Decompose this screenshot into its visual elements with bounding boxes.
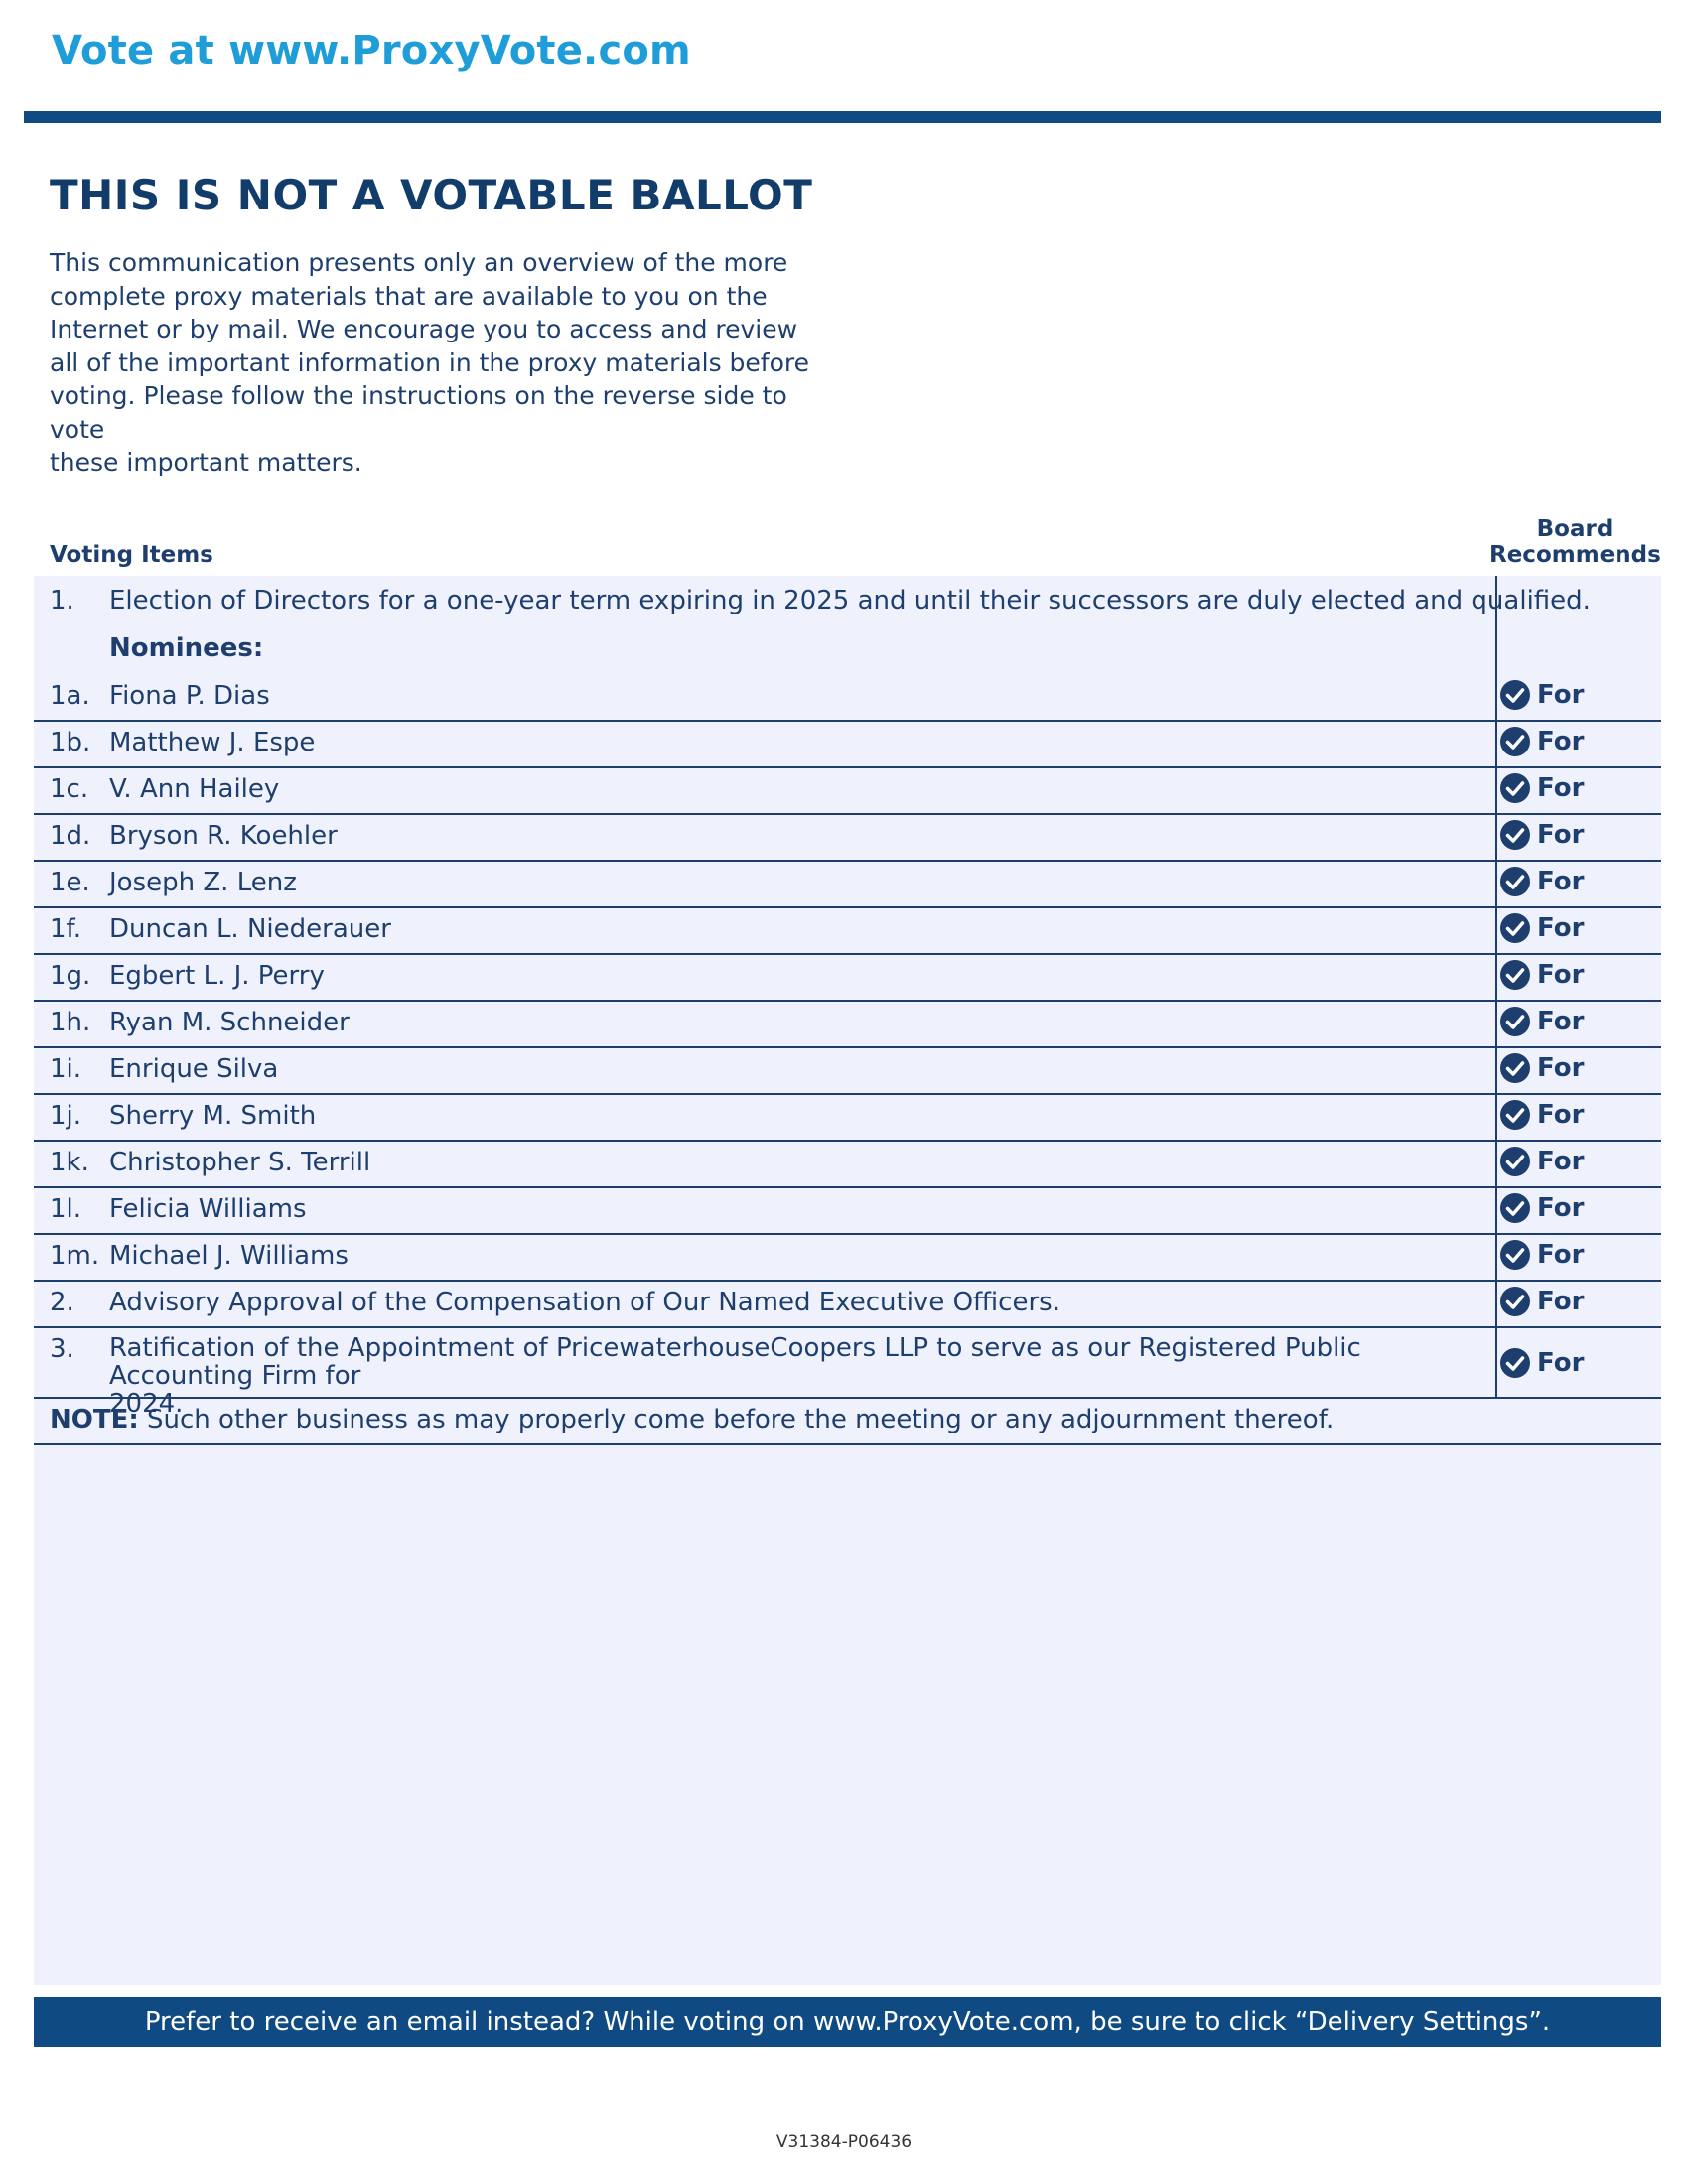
intro-line: voting. Please follow the instructions on the reverse side to vote	[50, 381, 787, 444]
intro-line: This communication presents only an overview of the more	[50, 248, 788, 277]
nominee-name: Sherry M. Smith	[109, 1101, 317, 1131]
nominees-label: Nominees:	[109, 633, 264, 663]
recommendation-label: For	[1537, 1240, 1585, 1270]
nominee-row	[34, 955, 1661, 1002]
board-header-line2: Recommends	[1489, 542, 1661, 568]
nominee-name: Christopher S. Terrill	[109, 1148, 371, 1177]
nominee-row	[34, 768, 1661, 815]
document-code: V31384-P06436	[775, 2132, 913, 2152]
voting-item-3	[34, 1328, 1661, 1419]
voting-items-header: Voting Items	[50, 542, 213, 568]
nominee-row	[34, 908, 1661, 955]
nominee-row	[34, 1188, 1661, 1235]
board-recommendation	[1499, 819, 1584, 851]
board-recommendation	[1499, 1146, 1584, 1177]
nominee-name: Bryson R. Koehler	[109, 821, 338, 851]
checkmark-circle-icon	[1499, 1099, 1531, 1131]
item-text-line: 2024.	[109, 1389, 184, 1419]
recommendation-label: For	[1537, 1193, 1585, 1223]
board-recommends-header	[1489, 516, 1660, 568]
nominee-name: Duncan L. Niederauer	[109, 914, 391, 944]
item-number: 1.	[50, 586, 74, 615]
recommendation-label: For	[1537, 727, 1585, 756]
checkmark-circle-icon	[1499, 912, 1531, 944]
note-row	[34, 1399, 1661, 1445]
item-text: Election of Directors for a one-year term expiring in 2025 and until their successors are duly elected and qualified.	[109, 586, 1591, 615]
board-header-line1: Board	[1536, 516, 1614, 542]
nominee-number: 1k.	[50, 1148, 89, 1177]
board-recommendation	[1499, 1006, 1584, 1037]
nominee-row	[34, 815, 1661, 862]
voting-item-1	[34, 586, 1661, 617]
nominee-row	[34, 1095, 1661, 1142]
nominee-name: V. Ann Hailey	[109, 774, 280, 804]
board-recommendation	[1499, 726, 1584, 757]
nominee-number: 1g.	[50, 961, 91, 991]
checkmark-circle-icon	[1499, 772, 1531, 804]
recommendation-label: For	[1537, 680, 1585, 710]
nominee-row	[34, 862, 1661, 908]
recommendation-label: For	[1537, 773, 1585, 803]
nominee-number: 1a.	[50, 681, 90, 711]
note-label: NOTE:	[50, 1405, 139, 1434]
board-recommendation	[1499, 866, 1584, 897]
nominee-number: 1i.	[50, 1054, 82, 1084]
nominee-name: Fiona P. Dias	[109, 681, 270, 711]
checkmark-circle-icon	[1499, 1286, 1531, 1317]
page-title: THIS IS NOT A VOTABLE BALLOT	[50, 171, 813, 219]
nominee-name: Joseph Z. Lenz	[109, 868, 297, 897]
note	[50, 1405, 1334, 1434]
checkmark-circle-icon	[1499, 1006, 1531, 1037]
nominee-name: Michael J. Williams	[109, 1241, 349, 1271]
header-divider	[24, 111, 1661, 123]
board-recommendation	[1499, 912, 1584, 944]
item-number: 2.	[50, 1288, 74, 1317]
nominee-row	[34, 1048, 1661, 1095]
delivery-settings-banner: Prefer to receive an email instead? While voting on www.ProxyVote.com, be sure to click “Delivery Settings”.	[34, 1997, 1661, 2047]
proxyvote-header-link[interactable]: Vote at www.ProxyVote.com	[52, 28, 691, 73]
nominee-name: Ryan M. Schneider	[109, 1008, 350, 1037]
checkmark-circle-icon	[1499, 1192, 1531, 1224]
nominee-name: Matthew J. Espe	[109, 728, 316, 757]
nominee-number: 1e.	[50, 868, 90, 897]
nominee-number: 1d.	[50, 821, 91, 851]
recommendation-label: For	[1537, 1100, 1585, 1130]
board-recommendation	[1499, 1099, 1584, 1131]
nominee-number: 1b.	[50, 728, 91, 757]
recommendation-label: For	[1537, 1348, 1585, 1378]
nominee-row	[34, 1235, 1661, 1282]
checkmark-circle-icon	[1499, 959, 1531, 991]
item-text-line: Ratification of the Appointment of PricewaterhouseCoopers LLP to serve as our Registered Public Accounting Firm for	[109, 1333, 1361, 1391]
checkmark-circle-icon	[1499, 819, 1531, 851]
nominee-row	[34, 1002, 1661, 1048]
recommendation-label: For	[1537, 820, 1585, 850]
board-recommendation	[1499, 679, 1584, 711]
checkmark-circle-icon	[1499, 1146, 1531, 1177]
recommendation-label: For	[1537, 1007, 1585, 1036]
checkmark-circle-icon	[1499, 1347, 1531, 1379]
checkmark-circle-icon	[1499, 679, 1531, 711]
board-recommendation	[1499, 772, 1584, 804]
nominee-number: 1l.	[50, 1194, 82, 1224]
board-recommendation	[1499, 1192, 1584, 1224]
intro-line: all of the important information in the proxy materials before	[50, 347, 810, 377]
recommendation-label: For	[1537, 867, 1585, 896]
board-recommendation	[1499, 1052, 1584, 1084]
checkmark-circle-icon	[1499, 726, 1531, 757]
board-recommendation	[1499, 1239, 1584, 1271]
intro-paragraph	[50, 246, 824, 479]
nominee-number: 1f.	[50, 914, 82, 944]
board-recommendation	[1499, 959, 1584, 991]
recommendation-label: For	[1537, 913, 1585, 943]
nominee-name: Enrique Silva	[109, 1054, 279, 1084]
checkmark-circle-icon	[1499, 1239, 1531, 1271]
checkmark-circle-icon	[1499, 866, 1531, 897]
nominee-row	[34, 722, 1661, 768]
recommendation-label: For	[1537, 1147, 1585, 1176]
item-text: Advisory Approval of the Compensation of Our Named Executive Officers.	[109, 1288, 1060, 1317]
nominee-name: Felicia Williams	[109, 1194, 307, 1224]
item-number: 3.	[50, 1334, 74, 1364]
note-text: Such other business as may properly come before the meeting or any adjournment thereof.	[147, 1405, 1335, 1434]
checkmark-circle-icon	[1499, 1052, 1531, 1084]
board-recommendation	[1499, 1347, 1584, 1379]
recommendation-label: For	[1537, 1287, 1585, 1316]
intro-line: complete proxy materials that are available to you on the	[50, 281, 768, 311]
voting-item-2	[34, 1282, 1661, 1328]
nominees-heading	[34, 633, 1661, 665]
recommendation-label: For	[1537, 1053, 1585, 1083]
nominee-row	[34, 675, 1661, 722]
nominee-name: Egbert L. J. Perry	[109, 961, 325, 991]
nominee-number: 1j.	[50, 1101, 82, 1131]
nominee-number: 1h.	[50, 1008, 91, 1037]
board-recommendation	[1499, 1286, 1584, 1317]
intro-line: Internet or by mail. We encourage you to access and review	[50, 315, 798, 343]
intro-line: these important matters.	[50, 448, 362, 477]
nominee-number: 1c.	[50, 774, 89, 804]
nominee-row	[34, 1142, 1661, 1188]
nominee-number: 1m.	[50, 1241, 100, 1271]
recommendation-label: For	[1537, 960, 1585, 990]
